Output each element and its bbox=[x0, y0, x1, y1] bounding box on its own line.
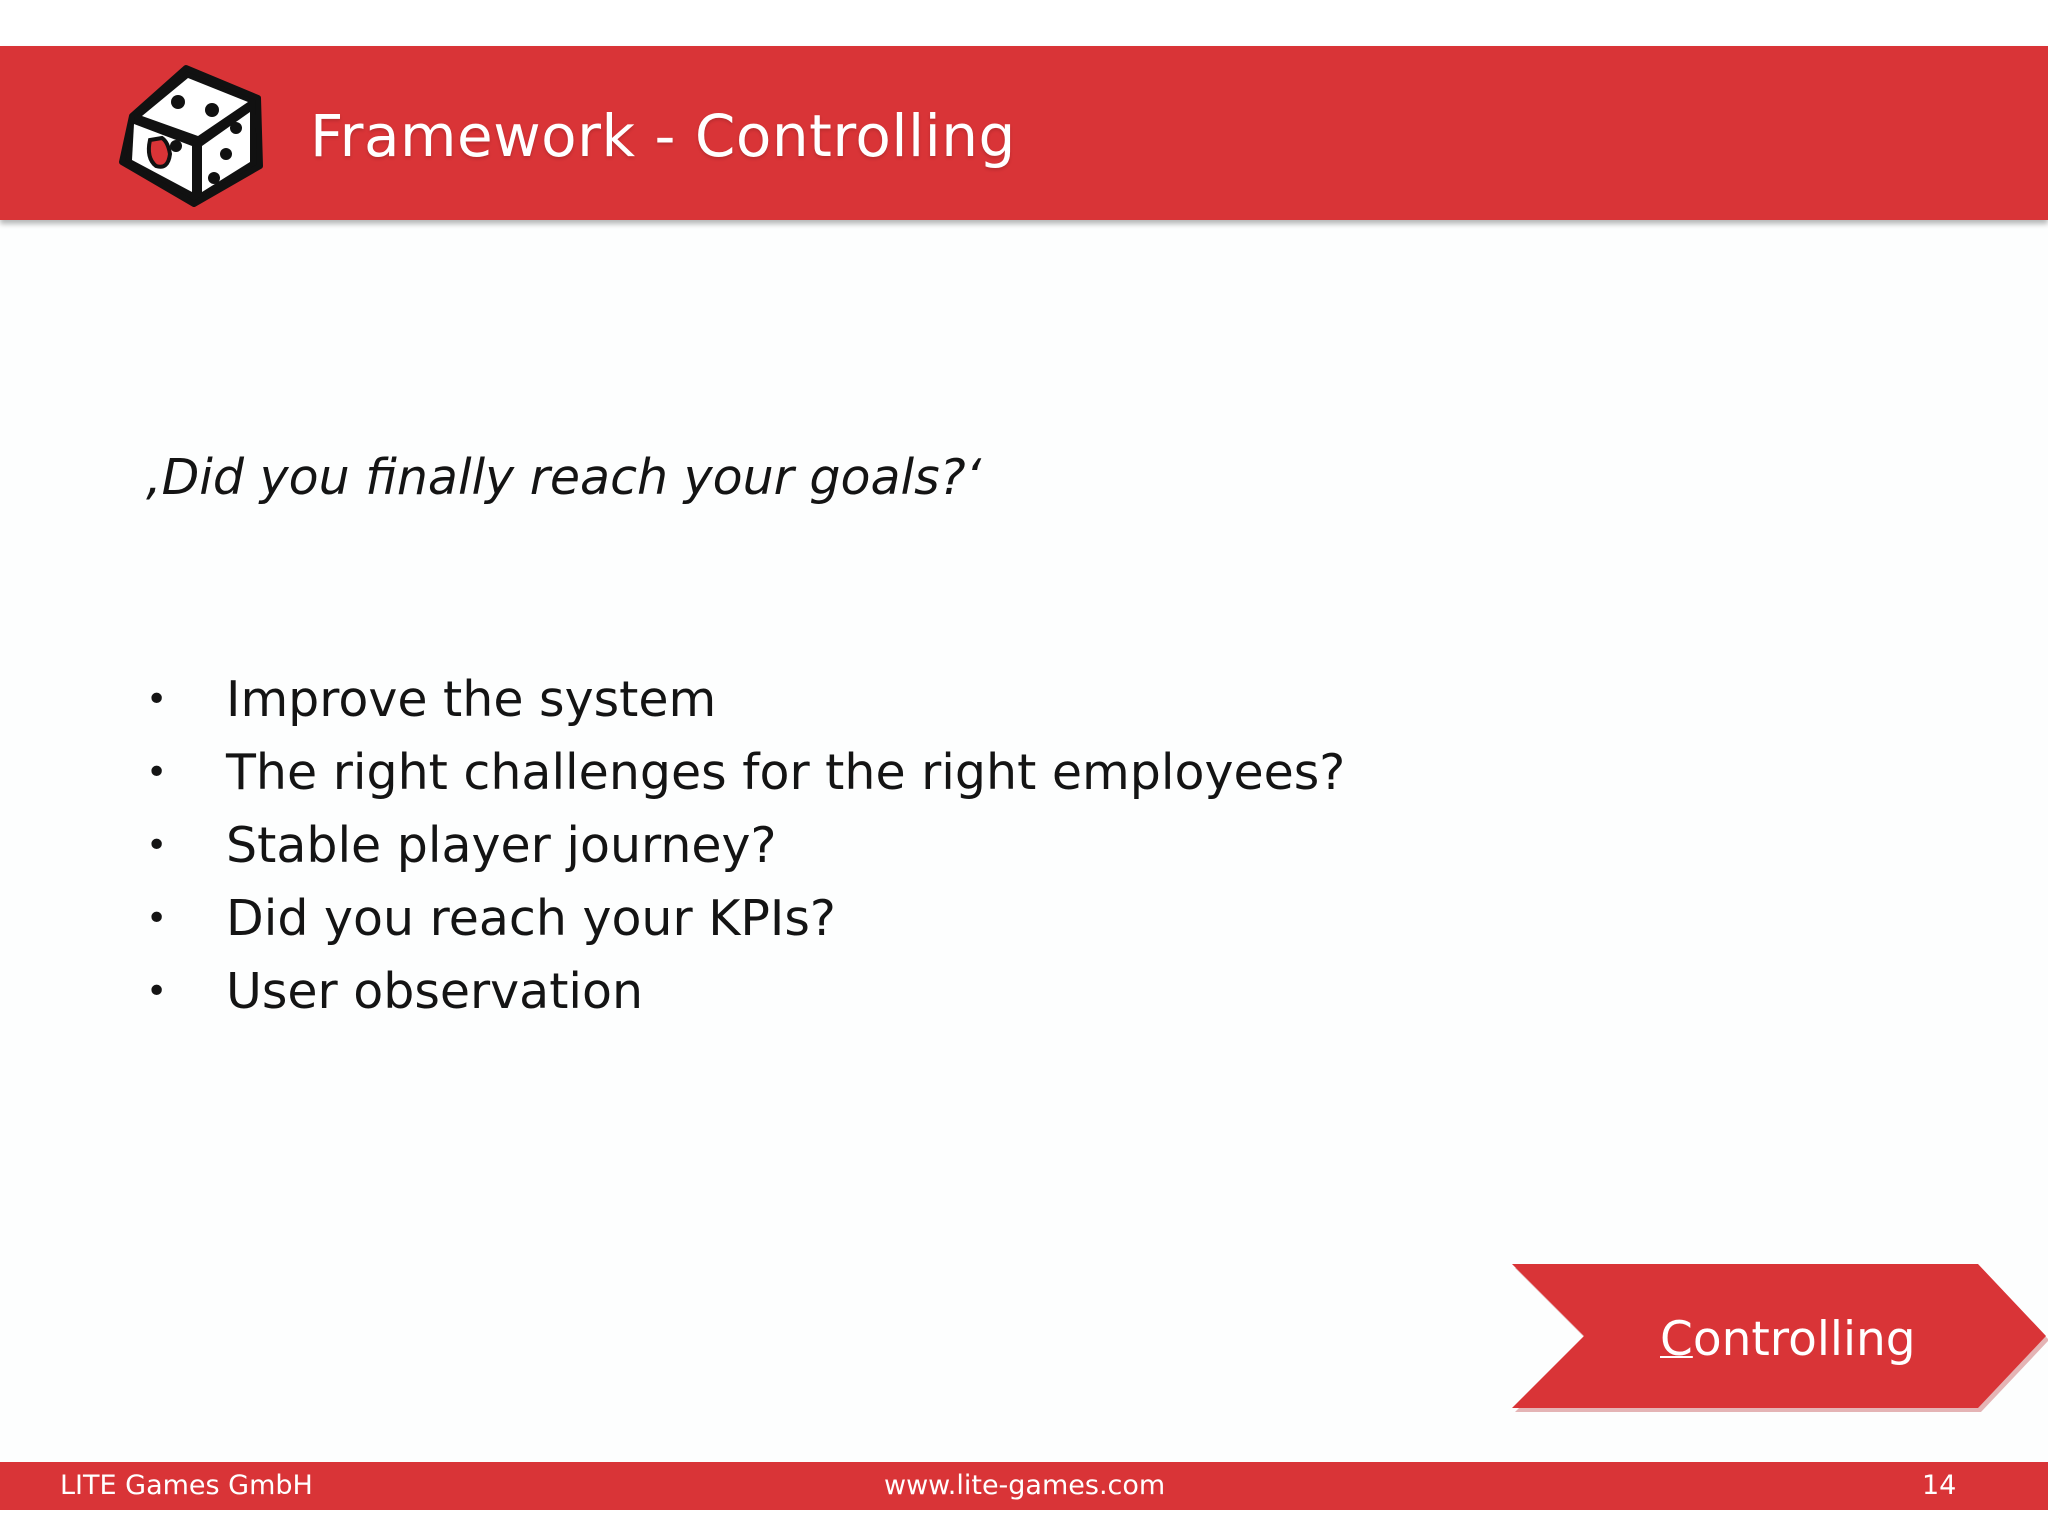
bullet-text: Did you reach your KPIs? bbox=[226, 890, 836, 947]
quote-text: ‚Did you finally reach your goals?‘ bbox=[146, 449, 982, 506]
bottom-margin bbox=[0, 1510, 2048, 1536]
footer-website: www.lite-games.com bbox=[884, 1470, 1166, 1501]
stage-label bbox=[1660, 1308, 1916, 1372]
bullet-text: Improve the system bbox=[226, 671, 717, 728]
bullet-text: Stable player journey? bbox=[226, 817, 777, 874]
bullet-icon: • bbox=[146, 971, 168, 1012]
bullet-icon: • bbox=[146, 825, 168, 866]
bullet-text: The right challenges for the right employees? bbox=[226, 744, 1346, 801]
dice-icon bbox=[112, 54, 272, 214]
bullet-icon: • bbox=[146, 752, 168, 793]
footer-company: LITE Games GmbH bbox=[60, 1470, 313, 1501]
page-title: Framework - Controlling bbox=[310, 102, 1016, 170]
bullet-icon: • bbox=[146, 679, 168, 720]
stage-label-first-letter: C bbox=[1660, 1312, 1693, 1367]
stage-label-rest: ontrolling bbox=[1692, 1312, 1916, 1367]
bullet-text: User observation bbox=[226, 963, 644, 1020]
header-bar bbox=[0, 46, 2048, 220]
page-number: 14 bbox=[1922, 1470, 1957, 1501]
bullet-icon: • bbox=[146, 898, 168, 939]
top-margin bbox=[0, 0, 2048, 46]
